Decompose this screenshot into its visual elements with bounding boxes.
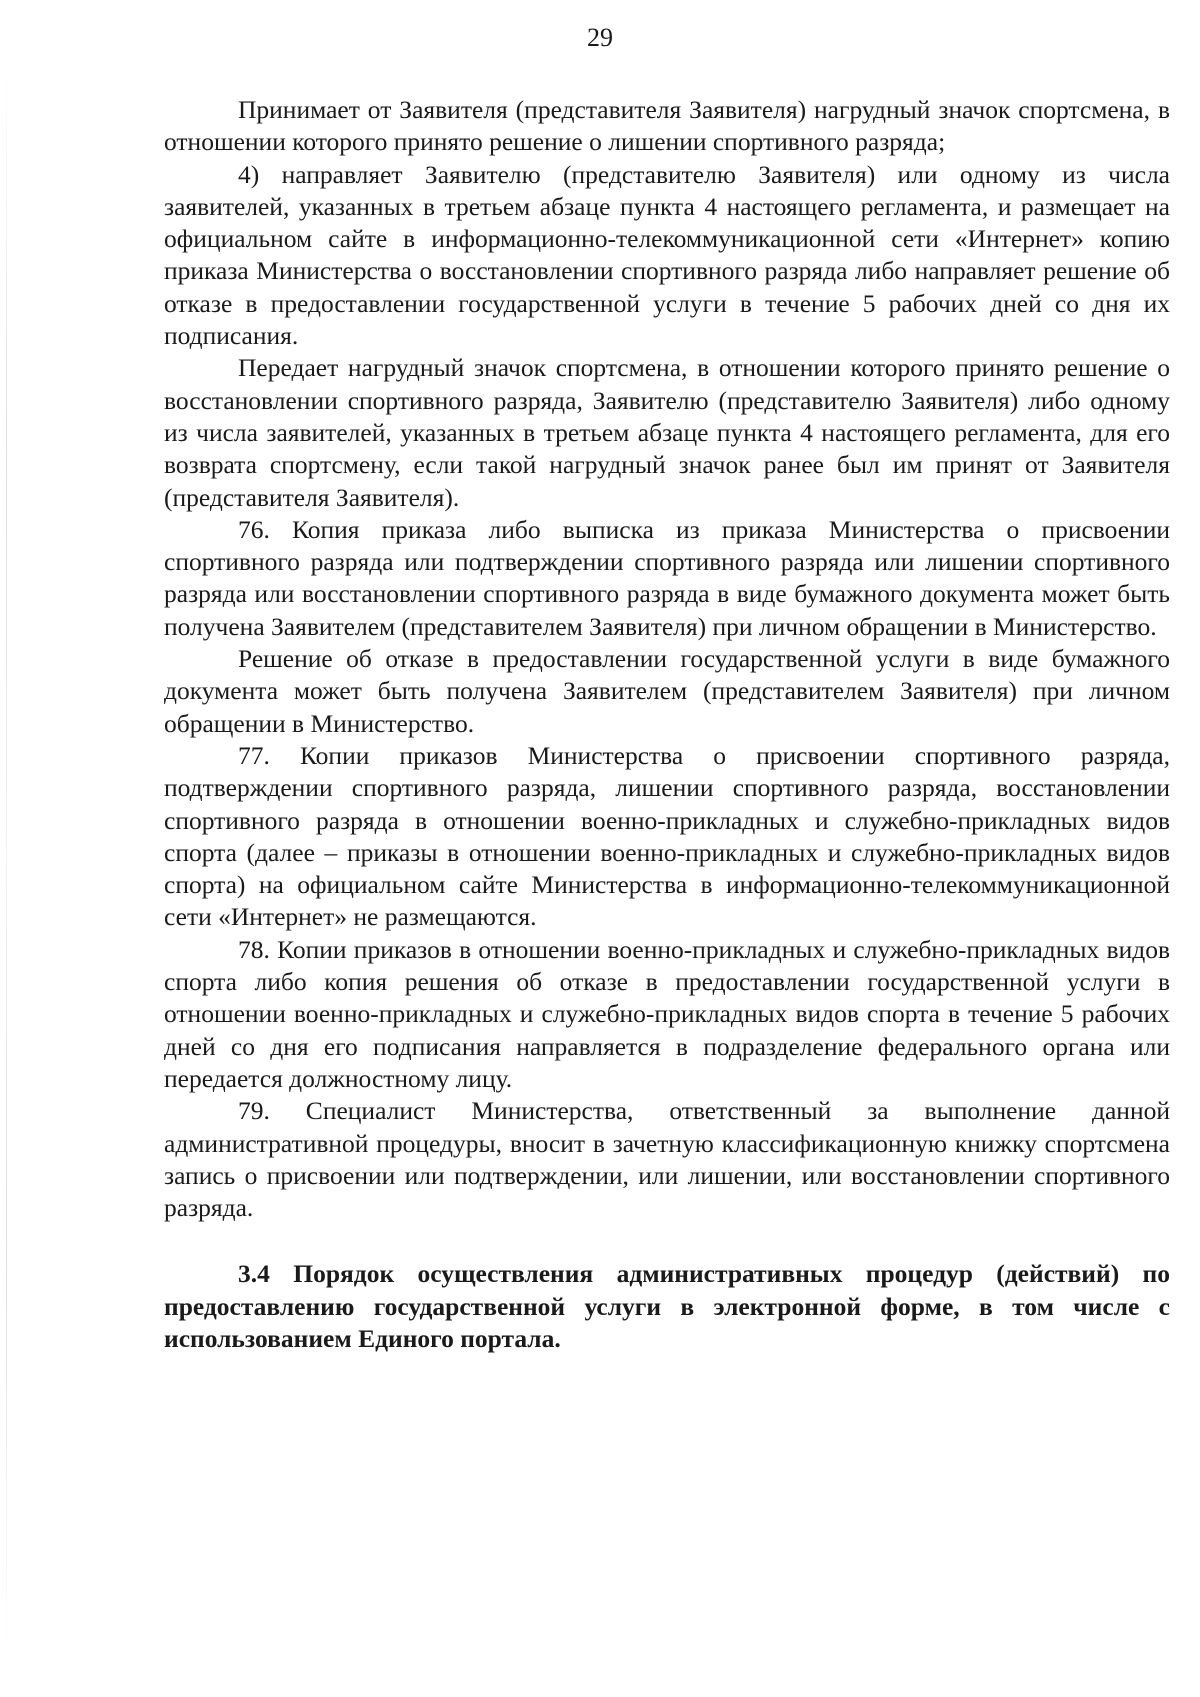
section-heading: 3.4 Порядок осуществления административных процедур (действий) по предоставлению государственной услуги в электронной форме, в том числе с использованием Единого портала. bbox=[164, 1259, 1170, 1353]
paragraph-item-4: 4) направляет Заявителю (представителю Заявителя) или одному из числа заявителей, указанных в третьем абзаце пункта 4 настоящего регламента, и размещает на официальном сайте в информационно-телекоммуникационной сети «Интернет» копию приказа Министерства о восстановлении спортивного разряда либо направляет решение об отказе в предоставлении государственной услуги в течение 5 рабочих дней со дня их подписания. bbox=[164, 159, 1170, 351]
page-number: 29 bbox=[587, 23, 613, 52]
paragraph-item-78: 78. Копии приказов в отношении военно-прикладных и служебно-прикладных видов спорта либо копия решения об отказе в предоставлении государственной услуги в отношении военно-прикладных и служебно-прикладных видов спорта в течение 5 рабочих дней со дня его подписания направляется в подразделение федерального органа или передается должностному лицу. bbox=[164, 934, 1170, 1093]
document-body bbox=[164, 94, 1170, 1355]
paragraph-badge-transfer: Передает нагрудный значок спортсмена, в отношении которого принято решение о восстановлении спортивного разряда, Заявителю (представителю Заявителя) либо одному из числа заявителей, указанных в третьем абзаце пункта 4 настоящего регламента, для его возврата спортсмену, если такой нагрудный значок ранее был им принят от Заявителя (представителя Заявителя). bbox=[164, 353, 1170, 512]
scan-edge bbox=[6, 60, 7, 1660]
paragraph-badge-return: Принимает от Заявителя (представителя Заявителя) нагрудный значок спортсмена, в отношении которого принято решение о лишении спортивного разряда; bbox=[164, 95, 1170, 157]
paragraph-item-76: 76. Копия приказа либо выписка из приказа Министерства о присвоении спортивного разряда или подтверждении спортивного разряда или лишении спортивного разряда или восстановлении спортивного разряда в виде бумажного документа может быть получена Заявителем (представителем Заявителя) при личном обращении в Министерство. bbox=[164, 514, 1170, 641]
paragraph-item-77: 77. Копии приказов Министерства о присвоении спортивного разряда, подтверждении спортивного разряда, лишении спортивного разряда, восстановлении спортивного разряда в отношении военно-прикладных и служебно-прикладных видов спорта (далее – приказы в отношении военно-прикладных и служебно-прикладных видов спорта) на официальном сайте Министерства в информационно-телекоммуникационной сети «Интернет» не размещаются. bbox=[164, 740, 1170, 932]
paragraph-item-79: 79. Специалист Министерства, ответственный за выполнение данной административной процедуры, вносит в зачетную классификационную книжку спортсмена запись о присвоении или подтверждении, или лишении, или восстановлении спортивного разряда. bbox=[164, 1096, 1170, 1223]
paragraph-refusal-decision: Решение об отказе в предоставлении государственной услуги в виде бумажного документа может быть получена Заявителем (представителем Заявителя) при личном обращении в Министерство. bbox=[164, 644, 1170, 738]
